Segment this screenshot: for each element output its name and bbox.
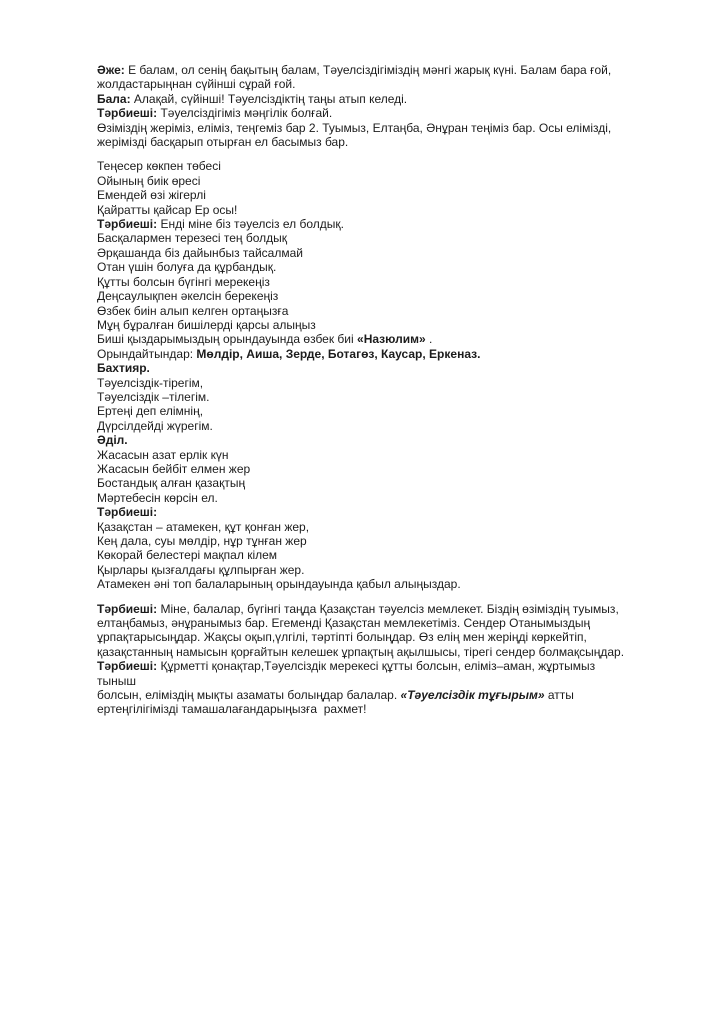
text-run: Бостандық алған қазақтың <box>97 476 246 491</box>
text-line <box>97 433 637 447</box>
text-line <box>97 106 637 120</box>
text-run: Мөлдір, Аиша, Зерде, Ботагөз, Каусар, Еркеназ. <box>196 346 481 361</box>
text-line <box>97 121 637 135</box>
text-run: Тәуелсіздік-тірегім, <box>97 375 204 390</box>
text-line <box>97 304 637 318</box>
text-line <box>97 702 637 716</box>
text-run: Мәртебесін көрсін ел. <box>97 490 218 505</box>
text-line <box>97 188 637 202</box>
text-line <box>97 332 637 346</box>
text-run: қазақстанның намысын қорғайтын келешек ұрпақтың ақылшысы, тірегі сендер болмақсыңдар. <box>97 644 625 659</box>
text-run: Отан үшін болуға да құрбандық. <box>97 260 277 275</box>
text-line <box>97 563 637 577</box>
text-line <box>97 275 637 289</box>
text-line <box>97 462 637 476</box>
text-line <box>97 616 637 630</box>
text-run: Әже: <box>97 63 125 77</box>
text-run: болсын, еліміздің мықты азаматы болыңдар балалар. <box>97 688 401 703</box>
text-line <box>97 260 637 274</box>
text-line <box>97 602 637 616</box>
text-line <box>97 419 637 433</box>
text-line <box>97 63 637 77</box>
text-line <box>97 548 637 562</box>
text-line <box>97 246 637 260</box>
text-line <box>97 404 637 418</box>
text-line <box>97 318 637 332</box>
text-line <box>97 361 637 375</box>
text-line <box>97 159 637 173</box>
text-run: Қайратты қайсар Ер осы! <box>97 202 238 217</box>
text-run: Алақай, сүйінші! Тәуелсіздіктің таңы атып келеді. <box>130 91 408 106</box>
text-run: Көкорай белестері мақпал кілем <box>97 548 278 563</box>
text-run: Жасасын азат ерлік күн <box>97 447 229 462</box>
text-run: Қазақстан – атамекен, құт қонған жер, <box>97 519 310 534</box>
text-line <box>97 659 637 688</box>
text-run: жерімізді басқарып отырған ел басымыз бар. <box>97 135 349 150</box>
text-run: Құрметті қонақтар,Тәуелсіздік мерекесі құтты болсын, еліміз–аман, жұртымыз тыныш <box>97 659 599 688</box>
text-line <box>97 448 637 462</box>
text-line <box>97 347 637 361</box>
text-run: Тәрбиеші: <box>97 217 158 232</box>
text-line <box>97 135 637 149</box>
text-line <box>97 203 637 217</box>
text-run: Деңсаулықпен әкелсін берекеңіз <box>97 289 279 304</box>
closing-block <box>97 602 637 717</box>
text-line <box>97 174 637 188</box>
text-line <box>97 217 637 231</box>
text-run: Тәрбиеші: <box>97 601 158 616</box>
text-run: «Назюлим» <box>357 332 426 347</box>
document-body <box>97 63 637 727</box>
text-run: . <box>425 332 433 347</box>
text-line <box>97 376 637 390</box>
text-run: Биші қыздарымыздың орындауында өзбек биі <box>97 332 358 347</box>
text-run: Бала: <box>97 91 131 106</box>
text-run: Дүрсілдейді жүрегім. <box>97 418 213 433</box>
text-line <box>97 505 637 519</box>
text-run: атты <box>544 688 574 703</box>
dialog-block <box>97 63 637 149</box>
text-run: Тәрбиеші: <box>97 106 158 121</box>
text-run: «Тәуелсіздік тұғырым» <box>400 688 545 703</box>
text-line <box>97 645 637 659</box>
text-run: Өзіміздің жеріміз, еліміз, теңгеміз бар 2. Туымыз, Елтаңба, Әнұран теңіміз бар. Осы елімізді, <box>97 120 612 135</box>
text-run: Ертеңі деп елімнің, <box>97 404 204 419</box>
text-run: Тәрбиеші: <box>97 659 158 674</box>
text-line <box>97 476 637 490</box>
poem-program-block <box>97 159 637 591</box>
text-run: ұрпақтарысыңдар. Жақсы оқып,үлгілі, тәртіпті болыңдар. Өз елің мен жеріңді көркейтіп, <box>97 630 587 645</box>
text-run: Әділ. <box>97 433 128 448</box>
text-line <box>97 77 637 91</box>
text-run: Атамекен әні топ балаларының орындауында қабыл алыңыздар. <box>97 577 461 592</box>
text-run: Басқалармен терезесі тең болдық <box>97 231 288 246</box>
text-run: Әрқашанда біз дайынбыз тайсалмай <box>97 245 303 260</box>
text-line <box>97 289 637 303</box>
text-run: Өзбек биін алып келген ортаңызға <box>97 303 289 318</box>
text-line <box>97 390 637 404</box>
text-run: Құтты болсын бүгінгі мерекеңіз <box>97 274 270 289</box>
text-run: жолдастарыңнан сүйінші сұрай ғой. <box>97 77 296 92</box>
text-run: Емендей өзі жігерлі <box>97 188 206 203</box>
text-line <box>97 534 637 548</box>
text-run: Бахтияр. <box>97 361 150 376</box>
text-line <box>97 688 637 702</box>
text-line <box>97 630 637 644</box>
text-line <box>97 231 637 245</box>
text-run: ертеңгілігімізді тамашалағандарыңызға рахмет! <box>97 702 367 717</box>
text-run: Міне, балалар, бүгінгі таңда Қазақстан тәуелсіз мемлекет. Біздің өзіміздің туымыз, <box>157 601 619 616</box>
text-line <box>97 491 637 505</box>
text-run: Кең дала, суы мөлдір, нұр тұнған жер <box>97 534 307 548</box>
text-run: Тәрбиеші: <box>97 505 158 520</box>
text-run: Енді міне біз тәуелсіз ел болдық. <box>157 217 344 232</box>
text-run: Тәуелсіздігіміз мәңгілік болғай. <box>157 106 333 121</box>
text-run: Мұң бұралған бишілерді қарсы алыңыз <box>97 317 316 332</box>
text-run: Е балам, ол сенің бақытың балам, Тәуелсіздігіміздің мәнгі жарық күні. Балам бара ғой, <box>124 63 612 77</box>
text-run: Орындайтындар: <box>97 346 197 361</box>
text-run: елтаңбамыз, әнұранымыз бар. Егеменді Қазақстан мемлекетіміз. Сендер Отанымыздың <box>97 616 591 631</box>
text-run: Теңесер көкпен төбесі <box>97 159 221 174</box>
text-run: Жасасын бейбіт елмен жер <box>97 461 251 476</box>
text-line <box>97 520 637 534</box>
text-run: Ойының биік өресі <box>97 173 201 188</box>
text-line <box>97 577 637 591</box>
text-run: Тәуелсіздік –тілегім. <box>97 389 210 404</box>
text-run: Қырлары қызғалдағы құлпырған жер. <box>97 562 305 577</box>
text-line <box>97 92 637 106</box>
